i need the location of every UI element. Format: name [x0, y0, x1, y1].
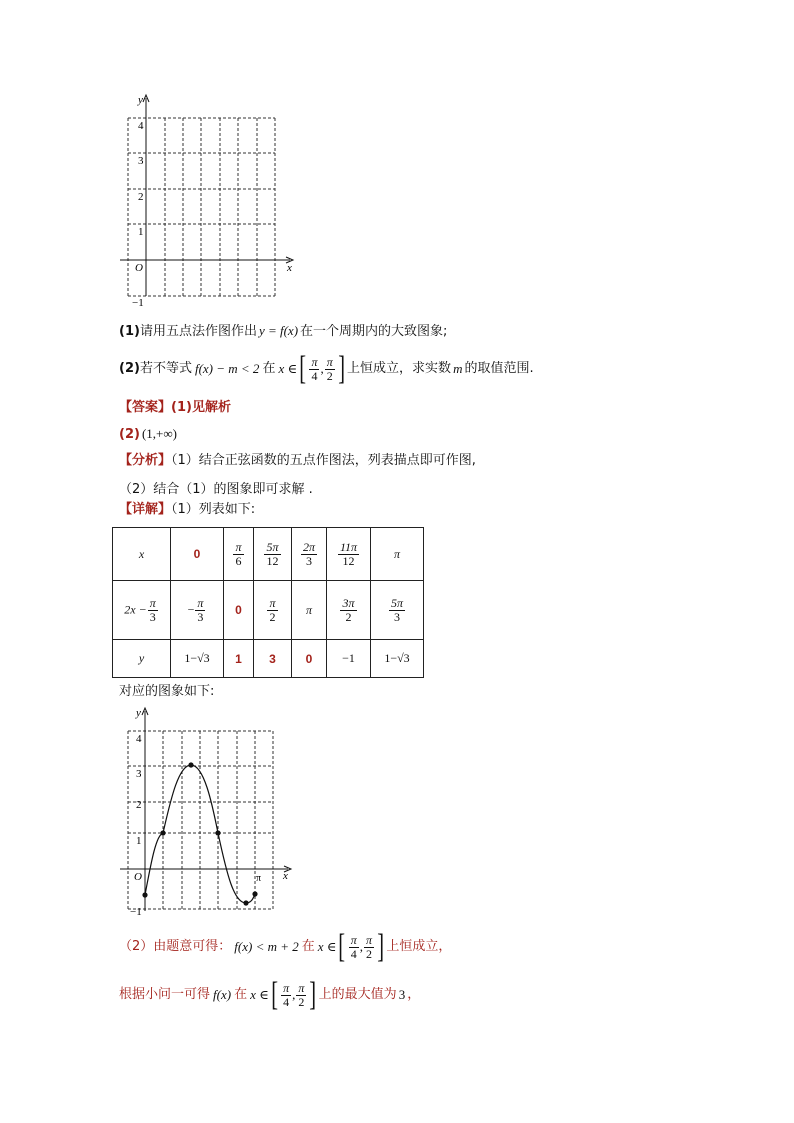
function-graph — [112, 703, 302, 923]
fraction: $\frac{\pi}{4}$ — [283, 980, 290, 1009]
y-tick-label: 3 — [138, 155, 144, 167]
fraction: $\frac{\pi}{2}$ — [298, 980, 305, 1009]
y-tick-label: 2 — [138, 191, 144, 203]
table-cell: 1 — [224, 640, 254, 678]
analysis-line-1 — [119, 451, 476, 471]
data-point — [215, 830, 220, 835]
max-value: 3 — [398, 987, 406, 1002]
pi-label: π — [256, 873, 262, 884]
table-cell: π — [371, 528, 424, 581]
table-cell: 0 — [224, 581, 254, 640]
analysis-text: （1）结合正弦函数的五点作图法，列表描点即可作图, — [171, 453, 476, 468]
solution-text: 在 — [301, 939, 315, 954]
answer-part-1: (1)见解析 — [171, 400, 231, 415]
solution-text: 上恒成立， — [386, 939, 452, 954]
table-row — [113, 528, 424, 581]
solution-text: ， — [407, 987, 421, 1002]
y-tick-label: −1 — [132, 297, 144, 309]
question-text: 请用五点法作图作出 — [139, 324, 257, 339]
table-cell: 1−√3 — [171, 640, 224, 678]
question-number: (1) — [119, 324, 140, 339]
x-axis-label: x — [287, 262, 292, 274]
detail-text: （1）列表如下: — [171, 502, 256, 517]
table-row — [113, 640, 424, 678]
analysis-text: （2）结合（1）的图象即可求解 . — [119, 482, 313, 497]
table-cell: −1 — [327, 640, 371, 678]
solution-text: （2）由题意可得： — [119, 939, 232, 954]
answer-line-1 — [119, 398, 231, 418]
origin-label: O — [135, 262, 143, 274]
axes — [120, 711, 288, 911]
fraction: $\frac{\pi}{2}$ — [326, 354, 333, 383]
table-cell: 3 — [254, 640, 292, 678]
row-header: x — [113, 528, 171, 581]
after-table-text: 对应的图象如下: — [119, 684, 215, 699]
answer-part-2-number: (2) — [119, 427, 140, 442]
y-tick-label: 4 — [138, 120, 144, 132]
table-cell: $\frac{\pi}{6}$ — [224, 528, 254, 581]
table-row — [113, 581, 424, 640]
data-point — [243, 900, 248, 905]
axes — [120, 98, 290, 296]
table-cell: π — [292, 581, 327, 640]
table-cell: $\frac{11\pi}{12}$ — [327, 528, 371, 581]
table-cell: 0 — [292, 640, 327, 678]
y-tick-label: 2 — [136, 799, 142, 811]
answer-label: 【答案】 — [119, 400, 172, 415]
y-tick-label: 3 — [136, 768, 142, 780]
domain-symbol: x ∈ — [317, 939, 337, 954]
formula: y = f(x) — [258, 323, 299, 338]
analysis-line-2 — [119, 480, 313, 500]
left-bracket: [ — [299, 350, 307, 387]
variable: m — [453, 361, 463, 376]
formula: f(x) — [213, 987, 232, 1002]
table-cell: $\frac{3\pi}{2}$ — [327, 581, 371, 640]
question-text: 上恒成立，求实数 — [347, 361, 452, 376]
fraction: $\frac{\pi}{4}$ — [311, 354, 318, 383]
y-tick-label: 1 — [138, 226, 144, 238]
left-bracket: [ — [338, 928, 346, 965]
right-bracket: ] — [309, 976, 317, 1013]
domain-symbol: x ∈ — [250, 987, 269, 1002]
solution-text: 上的最大值为 — [318, 987, 397, 1002]
detail-label: 【详解】 — [119, 502, 172, 517]
grid-lines — [128, 118, 275, 296]
x-axis-label: x — [283, 870, 288, 882]
table-cell: − $\frac{\pi}{3}$ — [171, 581, 224, 640]
data-point — [160, 830, 165, 835]
data-point — [188, 762, 193, 767]
origin-label: O — [134, 871, 142, 883]
grid-lines — [128, 731, 273, 909]
row-header: y — [113, 640, 171, 678]
solution-line-2: 根据小问一可得 f(x) 在 x ∈ [ $\frac{\pi}{4}$ , $\frac{\pi}{2}$ ] 上的最大值为 3 ， — [119, 976, 421, 1013]
right-bracket: ] — [377, 928, 385, 965]
question-2: (2) 若不等式 f(x) − m < 2 在 x ∈ [ $\frac{\pi}{4}$ , $\frac{\pi}{2}$ ] 上恒成立，求实数 m 的取值范围. — [119, 350, 534, 387]
table-cell: $\frac{5\pi}{12}$ — [254, 528, 292, 581]
question-text: 在一个周期内的大致图象; — [300, 324, 448, 339]
formula: f(x) < m + 2 — [234, 939, 299, 954]
table-cell: $\frac{\pi}{2}$ — [254, 581, 292, 640]
fraction: $\frac{\pi}{2}$ — [366, 932, 373, 961]
domain-symbol: x ∈ — [278, 361, 298, 376]
question-text: 若不等式 — [139, 361, 192, 376]
inequality: f(x) − m < 2 — [194, 361, 260, 376]
fraction: $\frac{\pi}{4}$ — [350, 932, 357, 961]
analysis-label: 【分析】 — [119, 453, 172, 468]
table-cell: $\frac{5\pi}{3}$ — [371, 581, 424, 640]
value-table — [112, 527, 424, 678]
solution-text: 根据小问一可得 — [119, 987, 211, 1002]
left-bracket: [ — [271, 976, 278, 1013]
answer-part-2-value: (1,+∞) — [141, 426, 177, 441]
solution-text: 在 — [234, 987, 248, 1002]
row-header: 2x − $\frac{\pi}{3}$ — [113, 581, 171, 640]
question-number: (2) — [119, 361, 140, 376]
question-text: 的取值范围. — [464, 361, 534, 376]
table-cell: 0 — [171, 528, 224, 581]
y-tick-label: −1 — [130, 906, 142, 918]
data-point — [252, 891, 257, 896]
y-axis-label: y — [138, 94, 143, 106]
data-point — [142, 892, 147, 897]
table-cell: 1−√3 — [371, 640, 424, 678]
y-tick-label: 1 — [136, 835, 142, 847]
answer-line-2 — [119, 424, 177, 445]
y-axis-label: y — [136, 707, 141, 719]
y-tick-label: 4 — [136, 733, 142, 745]
right-bracket: ] — [337, 350, 345, 387]
table-cell: $\frac{2\pi}{3}$ — [292, 528, 327, 581]
empty-grid-graph — [112, 90, 302, 315]
solution-line-1: （2）由题意可得： f(x) < m + 2 在 x ∈ [ $\frac{\pi}{4}$ , $\frac{\pi}{2}$ ] 上恒成立， — [119, 928, 452, 965]
detail-line — [119, 500, 255, 520]
question-1 — [119, 321, 447, 342]
question-text: 在 — [262, 361, 276, 376]
